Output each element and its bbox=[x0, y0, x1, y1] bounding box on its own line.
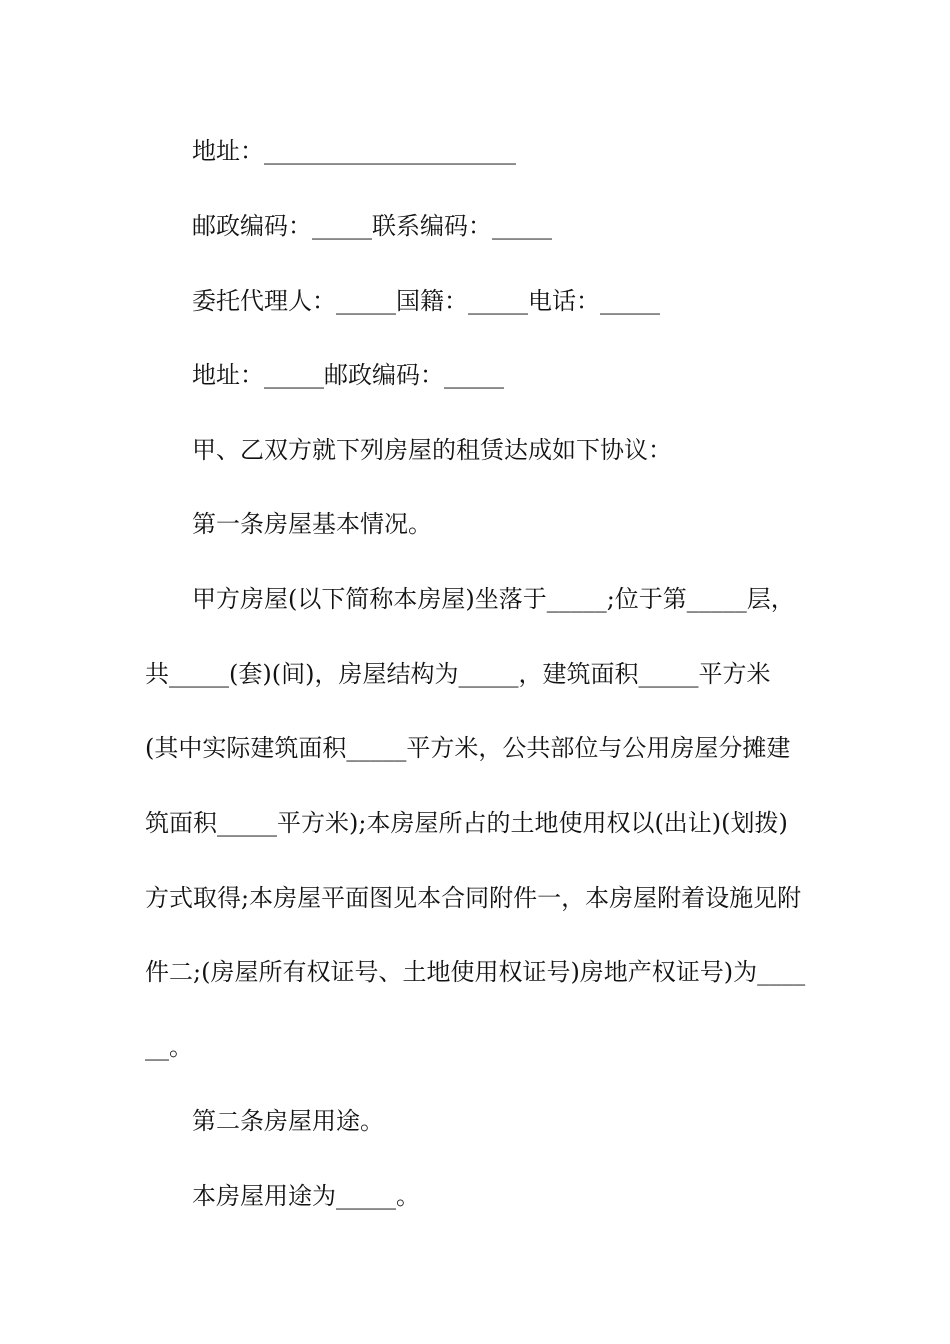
article-2-heading: 第二条房屋用途。 bbox=[192, 1107, 384, 1135]
article-1-text-line: 筑面积_____平方米);本房屋所占的土地使用权以(出让)(划拨) bbox=[145, 809, 788, 837]
article-1-text-line: 共_____(套)(间)，房屋结构为_____，建筑面积_____平方米 bbox=[145, 660, 771, 688]
address-line: 地址：_____________________ bbox=[192, 137, 516, 165]
agent-address-line: 地址：_____邮政编码：_____ bbox=[192, 361, 504, 389]
article-1-text-line: 方式取得;本房屋平面图见本合同附件一，本房屋附着设施见附 bbox=[145, 884, 802, 912]
postal-contact-line: 邮政编码：_____联系编码：_____ bbox=[192, 212, 552, 240]
agent-line: 委托代理人：_____国籍：_____电话：_____ bbox=[192, 287, 660, 315]
agreement-intro: 甲、乙双方就下列房屋的租赁达成如下协议： bbox=[192, 436, 672, 464]
article-1-text-line: (其中实际建筑面积_____平方米，公共部位与公用房屋分摊建 bbox=[145, 734, 791, 762]
article-1-text-line: 甲方房屋(以下简称本房屋)坐落于_____;位于第_____层， bbox=[192, 585, 795, 613]
article-2-text-line: 本房屋用途为_____。 bbox=[192, 1182, 420, 1210]
article-1-text-line: __。 bbox=[145, 1033, 193, 1061]
article-1-text-line: 件二;(房屋所有权证号、土地使用权证号)房地产权证号)为____ bbox=[145, 958, 806, 986]
article-1-heading: 第一条房屋基本情况。 bbox=[192, 510, 432, 538]
